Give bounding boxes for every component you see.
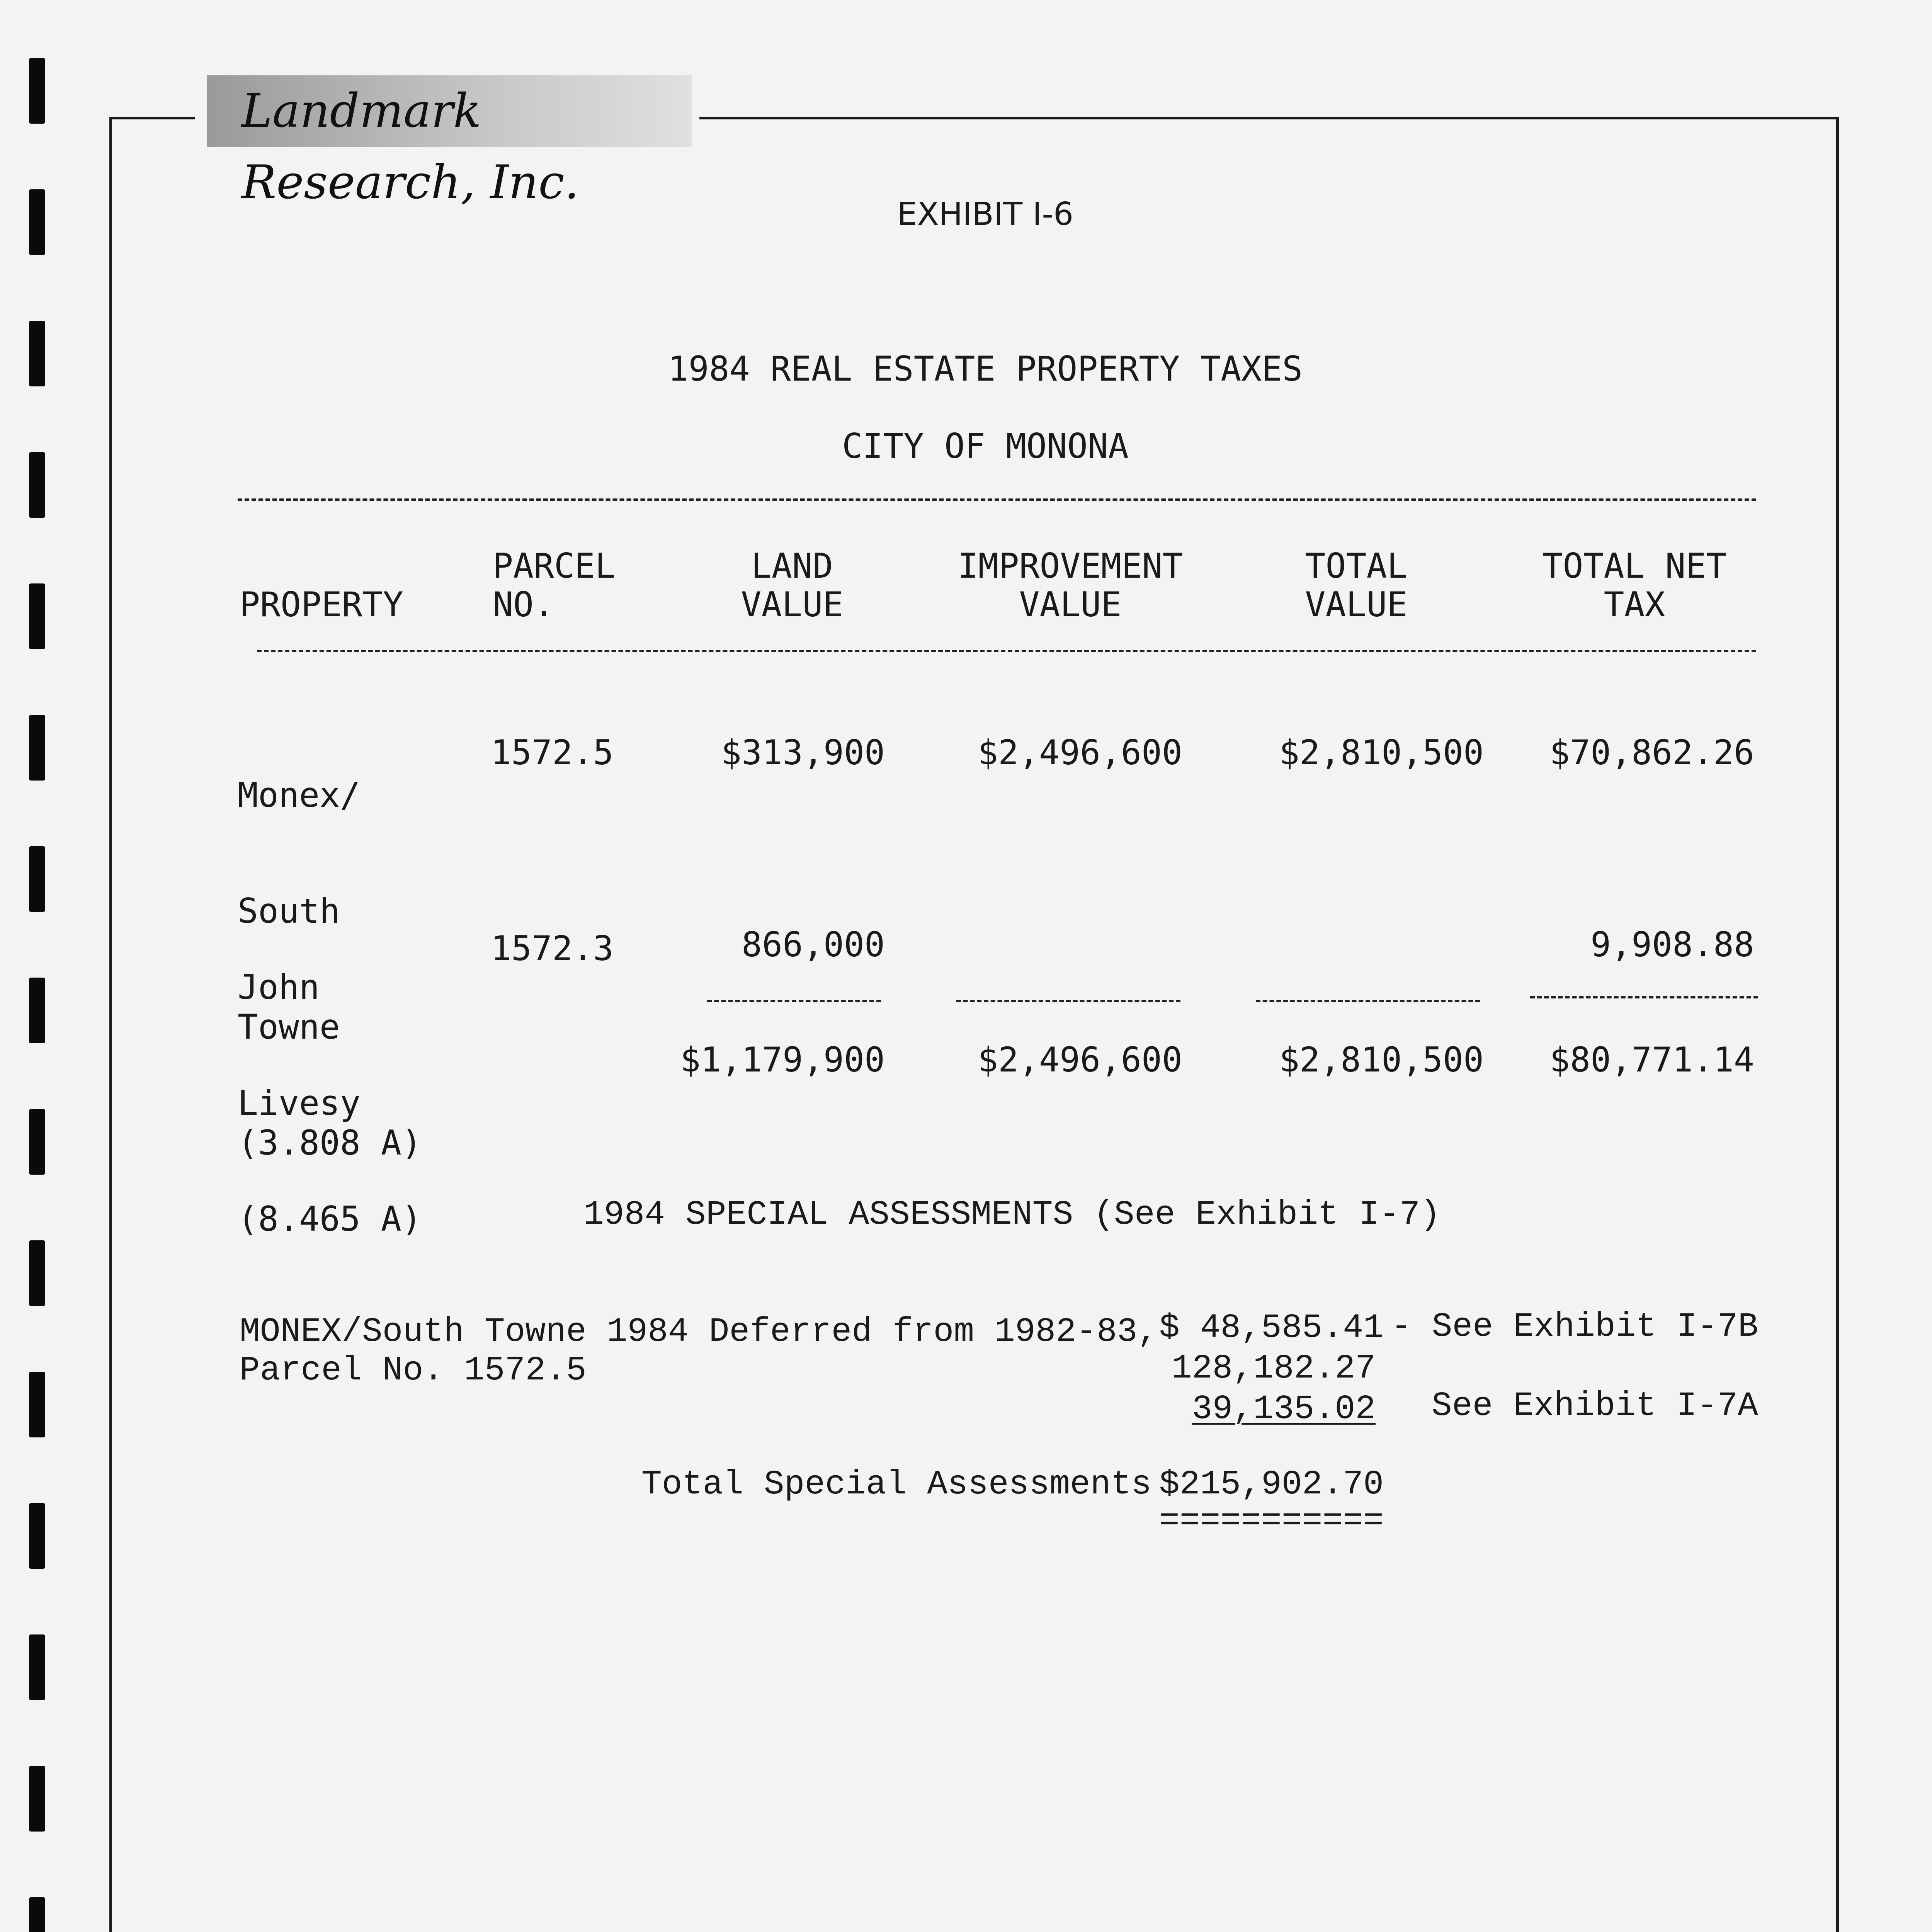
binder-hole xyxy=(29,978,45,1043)
frame-top-right xyxy=(699,117,1839,119)
page-title: 1984 REAL ESTATE PROPERTY TAXES xyxy=(668,349,1303,389)
binder-hole xyxy=(29,1503,45,1569)
row2-property-l1: John xyxy=(238,967,320,1007)
special-double-rule: =========== xyxy=(1159,1502,1384,1541)
binder-hole xyxy=(29,1897,45,1932)
header-tax-l2: TAX xyxy=(1604,585,1665,624)
special-note-3: See Exhibit I-7A xyxy=(1432,1387,1758,1425)
special-amount-1: $ 48,585.41 xyxy=(1159,1309,1384,1347)
total-subtotal-rule xyxy=(1256,1000,1480,1002)
exhibit-label: EXHIBIT I-6 xyxy=(897,196,1074,233)
land-subtotal-rule xyxy=(707,1000,881,1002)
row1-land: $313,900 xyxy=(721,733,885,772)
special-amount-3: 39,135.02 xyxy=(1192,1390,1376,1429)
row1-property-l2: South xyxy=(238,891,340,931)
improvement-subtotal-rule xyxy=(956,1000,1180,1002)
header-tax-l1: TOTAL NET xyxy=(1542,546,1727,586)
binder-hole xyxy=(29,452,45,518)
header-total-l1: TOTAL xyxy=(1305,546,1408,586)
row1-property-l4: (3.808 A) xyxy=(238,1123,422,1163)
special-note-1: - See Exhibit I-7B xyxy=(1391,1308,1759,1346)
binder-hole xyxy=(29,715,45,781)
special-line1-label: MONEX/South Towne 1984 Deferred from 1982-83, xyxy=(240,1313,1158,1351)
binder-hole xyxy=(29,321,45,386)
special-heading: 1984 SPECIAL ASSESSMENTS (See Exhibit I-7) xyxy=(583,1196,1440,1234)
header-parcel-l2: NO. xyxy=(493,585,554,624)
binder-hole xyxy=(29,58,45,124)
row1-total: $2,810,500 xyxy=(1279,733,1484,772)
total-improvement: $2,496,600 xyxy=(978,1040,1182,1080)
row2-property-l2: Livesy xyxy=(238,1083,361,1123)
header-improvement-l2: VALUE xyxy=(1019,585,1122,624)
frame-top-left xyxy=(110,117,195,119)
header-land-l1: LAND xyxy=(751,546,833,586)
total-value: $2,810,500 xyxy=(1279,1040,1484,1080)
page-subtitle: CITY OF MONONA xyxy=(842,426,1129,466)
header-parcel-l1: PARCEL xyxy=(493,546,616,586)
header-total-l2: VALUE xyxy=(1305,585,1408,624)
row1-tax: $70,862.26 xyxy=(1549,733,1754,772)
row1-improvement: $2,496,600 xyxy=(978,733,1182,772)
company-logo: Landmark Research, Inc. xyxy=(207,75,692,147)
row2-parcel: 1572.3 xyxy=(491,929,614,968)
binder-hole xyxy=(29,1766,45,1832)
row2-tax: 9,908.88 xyxy=(1590,925,1754,964)
header-property-l2: PROPERTY xyxy=(240,585,403,624)
header-improvement-l1: IMPROVEMENT xyxy=(957,546,1183,586)
table-top-rule xyxy=(238,498,1756,501)
row1-parcel: 1572.5 xyxy=(491,733,614,772)
row1-property-l3: Towne xyxy=(238,1007,340,1047)
binder-hole xyxy=(29,1634,45,1700)
frame-right xyxy=(1836,117,1839,1932)
row2-property xyxy=(238,891,422,1277)
binder-hole xyxy=(29,1109,45,1175)
table-header-rule xyxy=(257,650,1756,652)
row1-property-l1: Monex/ xyxy=(238,775,361,815)
binder-hole xyxy=(29,1240,45,1306)
binder-hole xyxy=(29,846,45,912)
special-line2-label: Parcel No. 1572.5 xyxy=(240,1352,587,1390)
binder-hole xyxy=(29,189,45,255)
row2-land: 866,000 xyxy=(742,925,885,964)
total-tax: $80,771.14 xyxy=(1549,1040,1754,1080)
frame-left xyxy=(109,117,112,1932)
special-total-value: $215,902.70 xyxy=(1159,1466,1384,1504)
binder-hole xyxy=(29,1372,45,1437)
special-amount-2: 128,182.27 xyxy=(1171,1350,1376,1388)
special-total-label: Total Special Assessments xyxy=(641,1466,1152,1504)
binder-hole xyxy=(29,583,45,649)
header-land-l2: VALUE xyxy=(741,585,844,624)
total-land: $1,179,900 xyxy=(680,1040,885,1080)
row2-property-l3: (8.465 A) xyxy=(238,1199,422,1239)
tax-subtotal-rule xyxy=(1530,996,1758,998)
